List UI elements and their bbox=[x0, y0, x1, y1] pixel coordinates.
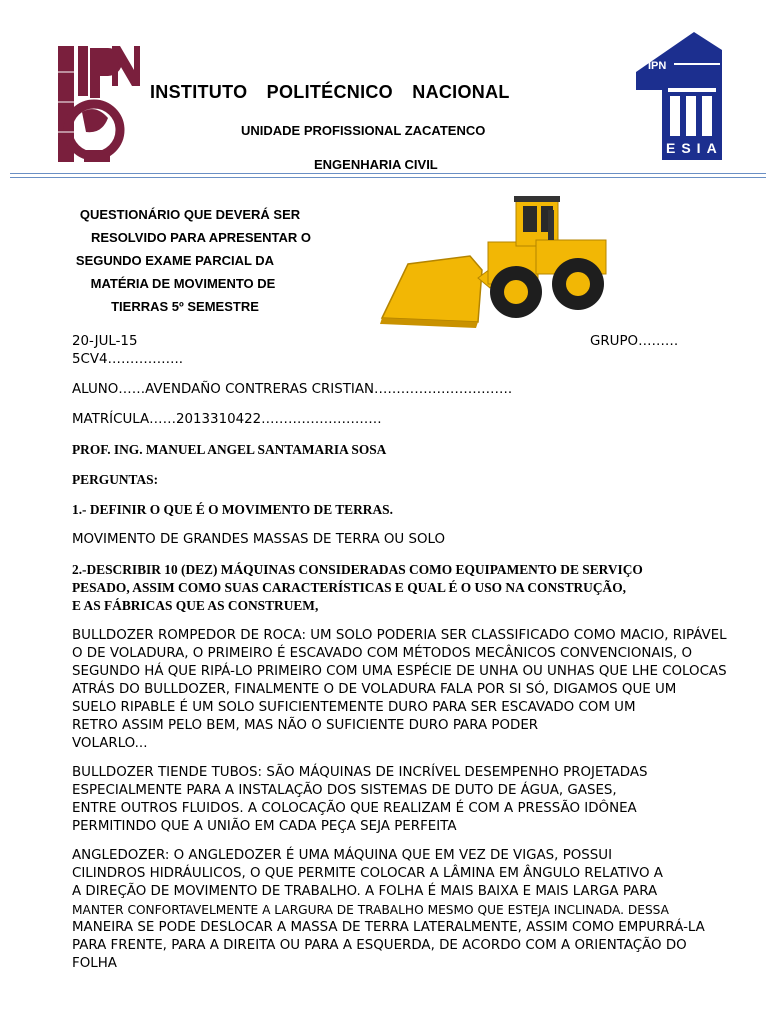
header-divider-bottom bbox=[10, 177, 766, 178]
date-field: 20-JUL-15 bbox=[72, 334, 138, 349]
esia-logo-bottom-text: ESIA bbox=[666, 140, 723, 156]
answer-2-angledozer bbox=[72, 847, 705, 973]
paragraph-line: FOLHA bbox=[72, 956, 117, 971]
question-2-line: PESADO, ASSIM COMO SUAS CARACTERÍSTICAS E QUAL É O USO NA CONSTRUÇÃO, bbox=[72, 580, 626, 595]
paragraph-line: ESPECIALMENTE PARA A INSTALAÇÃO DOS SISTEMAS DE DUTO DE ÁGUA, GASES, bbox=[72, 783, 617, 798]
questionnaire-title-line: QUESTIONÁRIO QUE DEVERÁ SER bbox=[79, 207, 301, 222]
course-title: ENGENHARIA CIVIL bbox=[314, 157, 438, 172]
question-2 bbox=[72, 561, 643, 615]
paragraph-line: MANTER CONFORTAVELMENTE A LARGURA DE TRABALHO MESMO QUE ESTEJA INCLINADA. DESSA bbox=[72, 903, 669, 917]
question-2-line: E AS FÁBRICAS QUE AS CONSTRUEM, bbox=[72, 598, 319, 613]
questionnaire-title-line: RESOLVIDO PARA APRESENTAR O bbox=[90, 230, 312, 245]
registration-field: MATRÍCULA……2013310422……………………… bbox=[72, 412, 382, 427]
paragraph-line: ATRÁS DO BULLDOZER, FINALMENTE O DE VOLADURA FALA POR SI SÓ, DIGAMOS QUE UM bbox=[72, 682, 677, 697]
paragraph-line: ANGLEDOZER: O ANGLEDOZER É UMA MÁQUINA QUE EM VEZ DE VIGAS, POSSUI bbox=[72, 848, 613, 863]
questionnaire-title-line: TIERRAS 5º SEMESTRE bbox=[111, 299, 259, 314]
paragraph-line: BULLDOZER TIENDE TUBOS: SÃO MÁQUINAS DE INCRÍVEL DESEMPENHO PROJETADAS bbox=[72, 765, 648, 780]
group-label: GRUPO……… bbox=[590, 334, 679, 349]
wheel-loader-image bbox=[378, 190, 614, 330]
paragraph-line: RETRO ASSIM PELO BEM, MAS NÃO O SUFICIENTE DURO PARA PODER bbox=[72, 718, 539, 733]
question-1: 1.- DEFINIR O QUE É O MOVIMENTO DE TERRAS. bbox=[72, 502, 393, 517]
esia-logo-top-text: IPN bbox=[648, 60, 667, 72]
esia-logo bbox=[634, 30, 724, 162]
student-name-field: ALUNO……AVENDAÑO CONTRERAS CRISTIAN…………………………. bbox=[72, 382, 513, 397]
questions-heading: PERGUNTAS: bbox=[72, 472, 159, 487]
question-2-line: 2.-DESCRIBIR 10 (DEZ) MÁQUINAS CONSIDERADAS COMO EQUIPAMENTO DE SERVIÇO bbox=[72, 562, 643, 577]
answer-2-bulldozer-rock bbox=[72, 627, 727, 753]
paragraph-line: SEGUNDO HÁ QUE RIPÁ-LO PRIMEIRO COM UMA ESPÉCIE DE UNHA OU UNHAS QUE LHE COLOCAS bbox=[72, 664, 727, 679]
paragraph-line: O DE VOLADURA, O PRIMEIRO É ESCAVADO COM MÉTODOS MECÂNICOS CONVENCIONAIS, O bbox=[72, 646, 693, 661]
answer-2-bulldozer-pipes bbox=[72, 764, 648, 836]
paragraph-line: ENTRE OUTROS FLUIDOS. A COLOCAÇÃO QUE REALIZAM É COM A PRESSÃO IDÔNEA bbox=[72, 801, 637, 816]
paragraph-line: SUELO RIPABLE É UM SOLO SUFICIENTEMENTE DURO PARA SER ESCAVADO COM UM bbox=[72, 700, 636, 715]
questionnaire-title-line: SEGUNDO EXAME PARCIAL DA bbox=[75, 253, 275, 268]
questionnaire-title bbox=[60, 203, 350, 318]
header-divider-top bbox=[10, 173, 766, 174]
answer-1: MOVIMENTO DE GRANDES MASSAS DE TERRA OU SOLO bbox=[72, 532, 446, 547]
paragraph-line: CILINDROS HIDRÁULICOS, O QUE PERMITE COLOCAR A LÂMINA EM ÂNGULO RELATIVO A bbox=[72, 866, 663, 881]
ipn-logo bbox=[54, 42, 142, 166]
paragraph-line: A DIREÇÃO DE MOVIMENTO DE TRABALHO. A FOLHA É MAIS BAIXA E MAIS LARGA PARA bbox=[72, 884, 658, 899]
paragraph-line: PARA FRENTE, PARA A DIREITA OU PARA A ESQUERDA, DE ACORDO COM A ORIENTAÇÃO DO bbox=[72, 938, 687, 953]
professor-name: PROF. ING. MANUEL ANGEL SANTAMARIA SOSA bbox=[72, 442, 387, 457]
institute-title: INSTITUTO POLITÉCNICO NACIONAL bbox=[150, 82, 510, 102]
paragraph-line: VOLARLO... bbox=[72, 736, 148, 751]
paragraph-line: MANEIRA SE PODE DESLOCAR A MASSA DE TERRA LATERALMENTE, ASSIM COMO EMPURRÁ-LA bbox=[72, 920, 705, 935]
paragraph-line: BULLDOZER ROMPEDOR DE ROCA: UM SOLO PODERIA SER CLASSIFICADO COMO MACIO, RIPÁVEL bbox=[72, 628, 727, 643]
paragraph-line: PERMITINDO QUE A UNIÃO EM CADA PEÇA SEJA PERFEITA bbox=[72, 819, 457, 834]
unit-title: UNIDADE PROFISSIONAL ZACATENCO bbox=[241, 123, 486, 138]
group-value: 5CV4…………….. bbox=[72, 352, 184, 367]
questionnaire-title-line: MATÉRIA DE MOVIMENTO DE bbox=[90, 276, 276, 291]
